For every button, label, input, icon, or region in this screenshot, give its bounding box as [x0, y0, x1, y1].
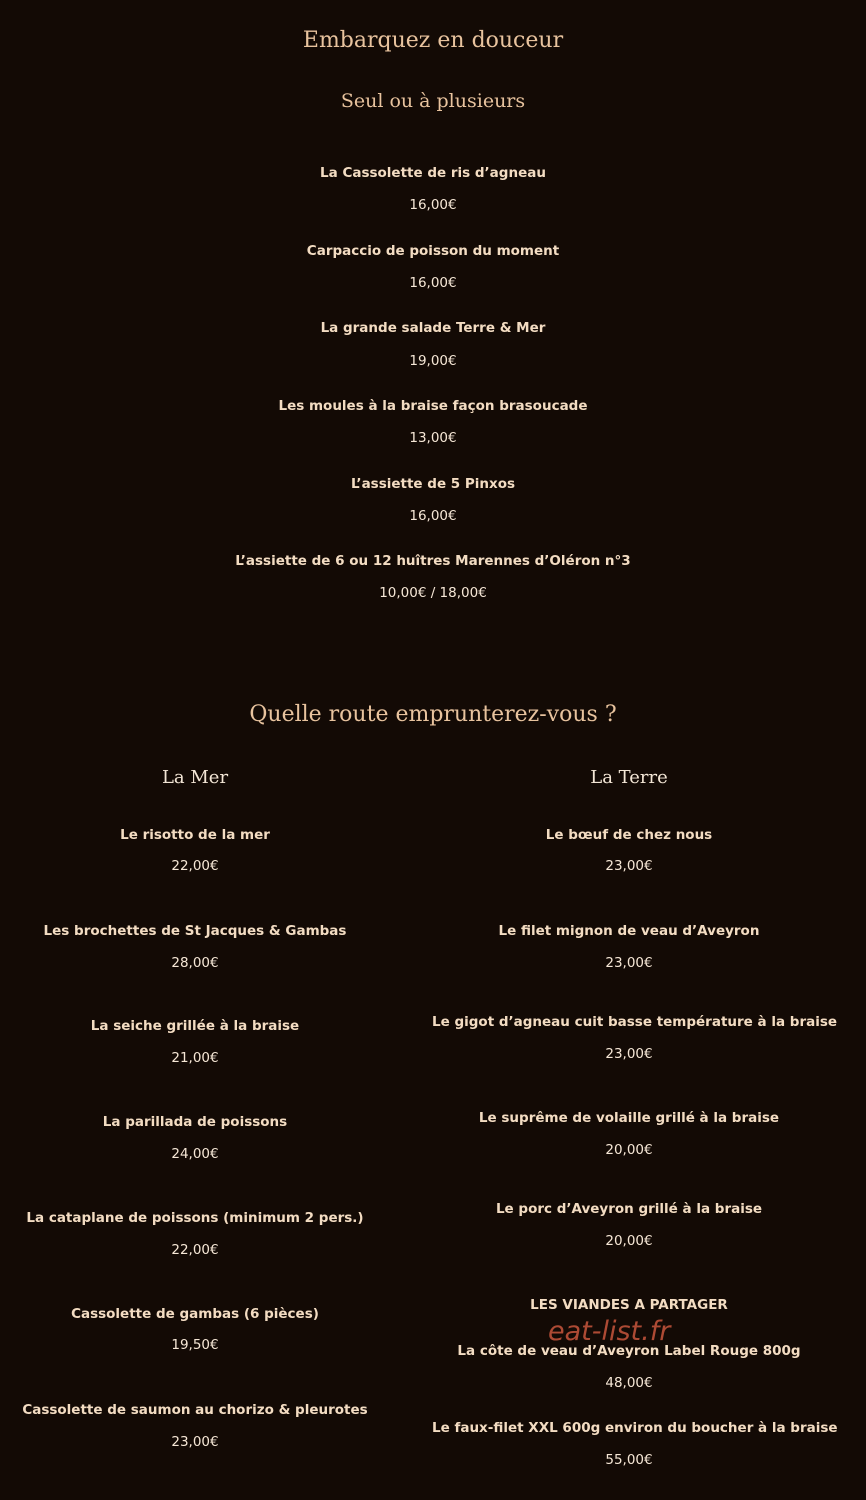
menu-item-name: Les moules à la braise façon brasoucade	[278, 398, 588, 414]
menu-item-price: 23,00€	[605, 858, 653, 874]
menu-item-name: Cassolette de gambas (6 pièces)	[71, 1306, 319, 1322]
menu-item-name: Le gigot d’agneau cuit basse température à la braise	[432, 1014, 838, 1030]
menu-item-price: 21,00€	[171, 1050, 219, 1066]
menu-item-price: 55,00€	[605, 1452, 653, 1468]
menu-item-price: 13,00€	[409, 430, 457, 446]
menu-item-name: L’assiette de 5 Pinxos	[350, 476, 516, 492]
menu-item-price: 20,00€	[605, 1142, 653, 1158]
menu-item-name: Cassolette de saumon au chorizo & pleurotes	[22, 1402, 368, 1418]
section-subtitle-starters: Seul ou à plusieurs	[340, 90, 526, 112]
menu-item-name: Carpaccio de poisson du moment	[306, 243, 560, 259]
menu-item-name: Le bœuf de chez nous	[545, 827, 713, 843]
menu-item-name: La grande salade Terre & Mer	[320, 320, 546, 336]
menu-item-price: 28,00€	[171, 955, 219, 971]
menu-item-price: 19,50€	[171, 1337, 219, 1353]
menu-item-price: 16,00€	[409, 275, 457, 291]
menu-item-name: Le suprême de volaille grillé à la braise	[478, 1110, 780, 1126]
menu-item-price: 22,00€	[171, 858, 219, 874]
column-heading-terre: La Terre	[590, 767, 668, 788]
menu-item-name: Les brochettes de St Jacques & Gambas	[43, 923, 347, 939]
menu-item-name: Le risotto de la mer	[120, 827, 270, 843]
menu-item-price: 24,00€	[171, 1146, 219, 1162]
column-heading-mer: La Mer	[161, 767, 229, 788]
menu-item-price: 16,00€	[409, 508, 457, 524]
watermark: eat-list.fr	[548, 1316, 671, 1347]
menu-item-name: La parillada de poissons	[102, 1114, 288, 1130]
menu-item-name: Le faux-filet XXL 600g environ du boucher à la braise	[432, 1420, 838, 1436]
menu-item-name: La cataplane de poissons (minimum 2 pers.)	[26, 1210, 364, 1226]
menu-item-price: 23,00€	[171, 1434, 219, 1450]
menu-item-name: L’assiette de 6 ou 12 huîtres Marennes d’Oléron n°3	[235, 553, 631, 569]
menu-item-name: Le filet mignon de veau d’Aveyron	[498, 923, 760, 939]
menu-item-price: 20,00€	[605, 1233, 653, 1249]
menu-item-price: 23,00€	[605, 955, 653, 971]
section-title-starters: Embarquez en douceur	[302, 28, 564, 53]
menu-item-name: La Cassolette de ris d’agneau	[320, 165, 546, 181]
menu-item-price: 22,00€	[171, 1242, 219, 1258]
menu-item-price: 19,00€	[409, 353, 457, 369]
menu-item-name: La côte de veau d’Aveyron Label Rouge 800g	[457, 1343, 801, 1359]
sharing-heading: LES VIANDES A PARTAGER	[530, 1297, 728, 1313]
menu-item-price: 16,00€	[409, 197, 457, 213]
menu-item-name: La seiche grillée à la braise	[90, 1018, 300, 1034]
menu-item-price: 10,00€ / 18,00€	[379, 585, 487, 601]
menu-item-price: 23,00€	[605, 1046, 653, 1062]
menu-item-price: 48,00€	[605, 1375, 653, 1391]
menu-item-name: Le porc d’Aveyron grillé à la braise	[495, 1201, 763, 1217]
section-title-mains: Quelle route emprunterez-vous ?	[249, 702, 617, 727]
